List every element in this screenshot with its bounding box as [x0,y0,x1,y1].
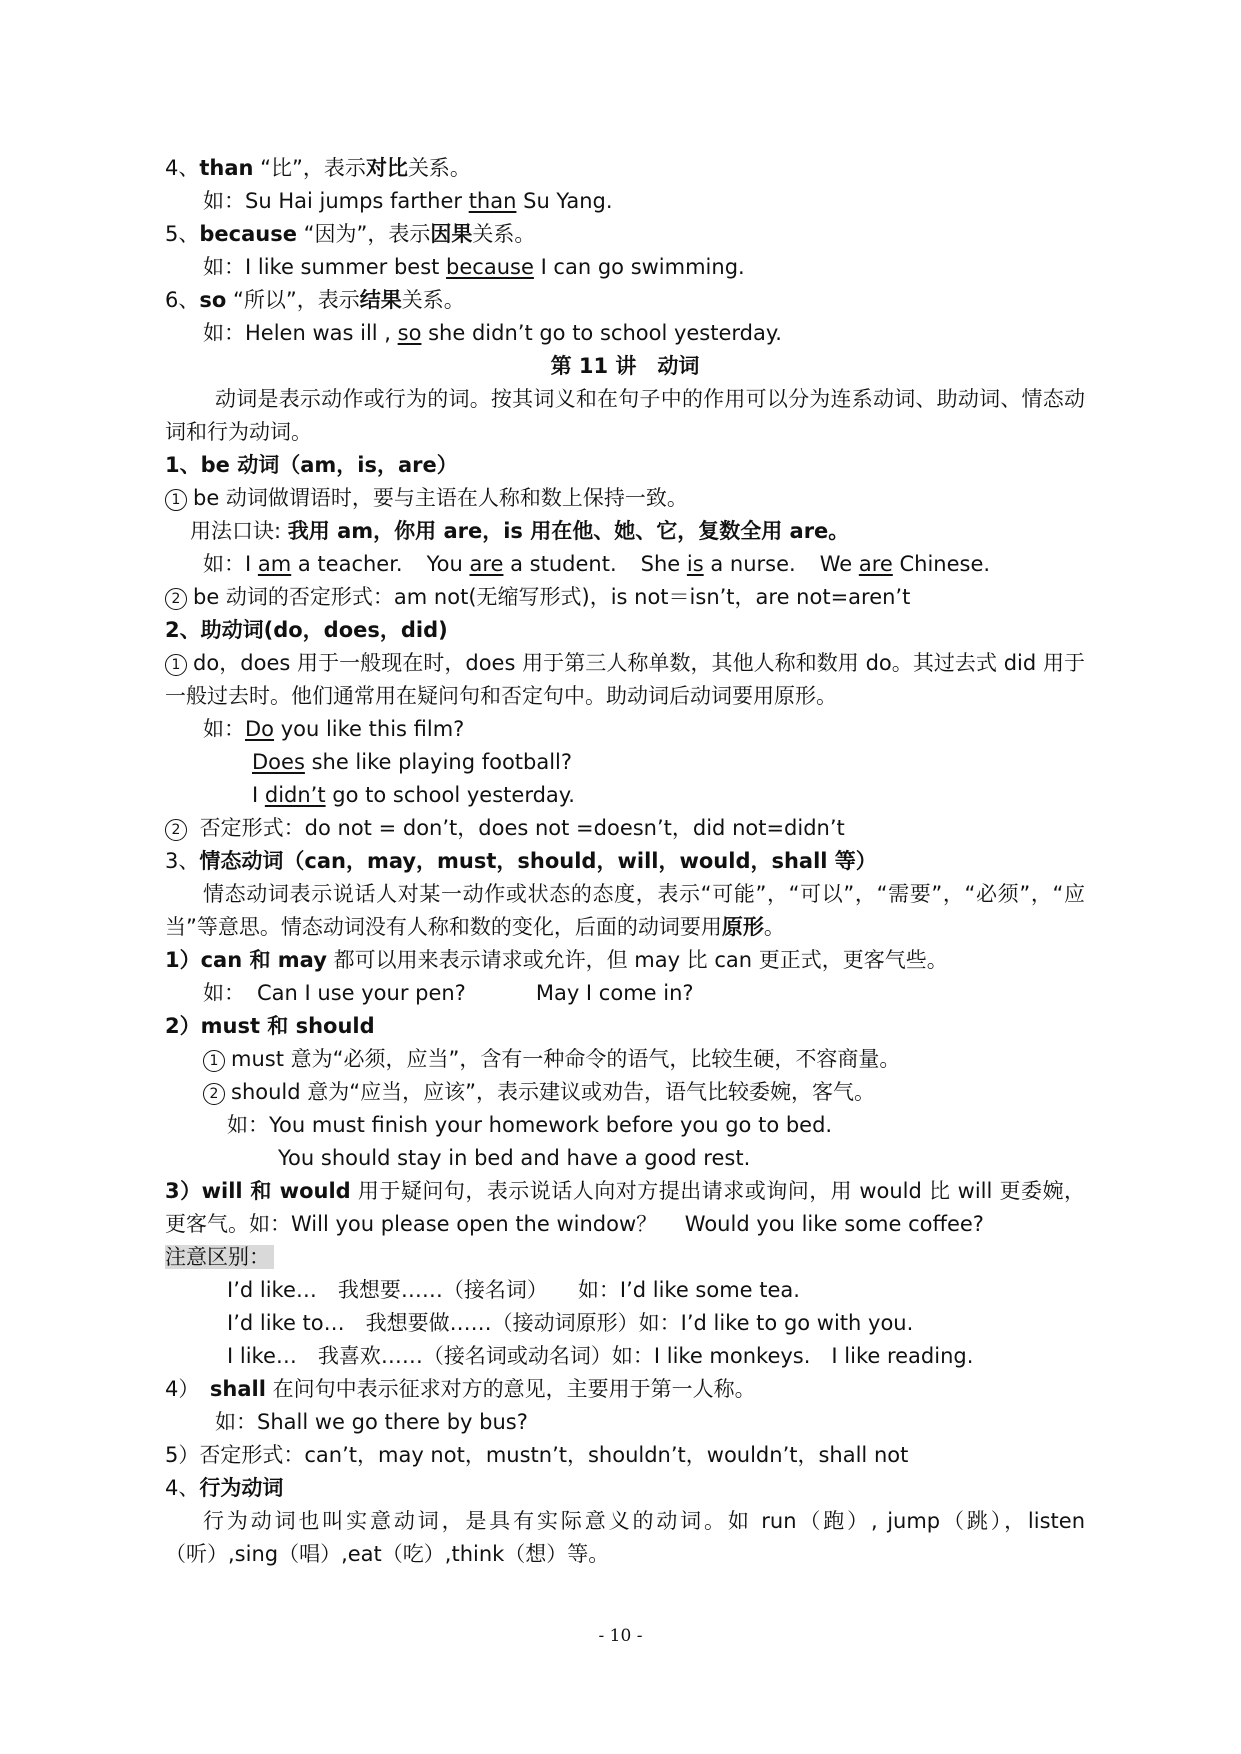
circled-number-icon: 1 [165,489,187,511]
modal-heading: 3、情态动词（can，may，must，should，will，would，shall 等） [165,849,877,873]
circled-number-icon: 1 [165,654,187,676]
be-point-2: 2 be 动词的否定形式：am not(无缩写形式)，is not＝isn’t，are not=aren’t [165,581,1085,614]
note-label: 注意区别： [165,1245,274,1269]
page-number: - 10 - [598,1626,643,1646]
modal-must-should-example-1: 如：You must finish your homework before you go to bed. [227,1113,833,1137]
aux-example-2: Does she like playing football? [252,750,573,774]
be-examples: 如：I am a teacher. You are a student. She is a nurse. We are Chinese. [203,552,991,576]
circled-number-icon: 2 [203,1083,225,1105]
circled-number-icon: 2 [165,588,187,610]
action-heading: 4、行为动词 [165,1476,284,1500]
action-text: 行为动词也叫实意动词，是具有实际意义的动词。如 run（跑）, jump（跳），listen（听）,sing（唱）,eat（吃）,think（想）等。 [165,1509,1085,1566]
item-so-example: 如：Helen was ill , so she didn’t go to school yesterday. [203,321,782,345]
modal-can-may-example: 如： Can I use your pen? May I come in? [203,981,694,1005]
modal-will-would: 3）will 和 would 用于疑问句，表示说话人向对方提出请求或询问，用 would 比 will 更委婉，更客气。如：Will you please open the window？ Would you like some coffee? [165,1179,1085,1236]
aux-example-1: 如：Do you like this film? [203,717,465,741]
modal-intro: 情态动词表示说话人对某一动作或状态的态度，表示“可能”，“可以”，“需要”，“必须”，“应当”等意思。情态动词没有人称和数的变化，后面的动词要用原形。 [165,882,1085,939]
page-content [165,152,1085,1571]
be-heading: 1、be 动词（am，is，are） [165,453,458,477]
modal-can-may: 1）can 和 may 都可以用来表示请求或允许，但 may 比 can 更正式，更客气些。 [165,948,948,972]
aux-example-3: I didn’t go to school yesterday. [252,783,575,807]
modal-must-point: 1 must 意为“必须，应当”，含有一种命令的语气，比较生硬，不容商量。 [165,1043,1085,1076]
note-line-1: I’d like… 我想要……（接名词） 如：I’d like some tea. [227,1278,800,1302]
item-because-heading: 5、because “因为”，表示因果关系。 [165,222,536,246]
lesson-title: 第 11 讲 动词 [550,354,700,378]
aux-heading: 2、助动词(do，does，did) [165,618,448,642]
item-because-example: 如：I like summer best because I can go swimming. [203,255,745,279]
item-than-heading: 4、than “比”，表示对比关系。 [165,156,471,180]
item-than-example: 如：Su Hai jumps farther than Su Yang. [203,189,613,213]
modal-shall: 4） shall 在问句中表示征求对方的意见，主要用于第一人称。 [165,1377,756,1401]
circled-number-icon: 2 [165,819,187,841]
circled-number-icon: 1 [203,1050,225,1072]
note-line-3: I like… 我喜欢……（接名词或动名词）如：I like monkeys. I like reading. [227,1344,974,1368]
aux-point-1: 1 do，does 用于一般现在时，does 用于第三人称单数，其他人称和数用 do。其过去式 did 用于一般过去时。他们通常用在疑问句和否定句中。助动词后动词要用原形。 [165,651,1085,708]
note-line-2: I’d like to… 我想要做……（接动词原形）如：I’d like to go with you. [227,1311,914,1335]
be-point-1: 1 be 动词做谓语时，要与主语在人称和数上保持一致。 [165,482,1085,515]
aux-point-2: 2 否定形式：do not = don’t，does not =doesn’t，did not=didn’t [165,812,1085,845]
modal-shall-example: 如：Shall we go there by bus? [215,1410,528,1434]
modal-must-should-example-2: You should stay in bed and have a good rest. [278,1146,751,1170]
note-label-row [165,1241,1085,1274]
modal-must-should: 2）must 和 should [165,1014,375,1038]
modal-should-point: 2 should 意为“应当，应该”，表示建议或劝告，语气比较委婉，客气。 [165,1076,1085,1109]
modal-negative: 5）否定形式：can’t，may not，mustn’t，shouldn’t，wouldn’t，shall not [165,1443,909,1467]
lesson-intro: 动词是表示动作或行为的词。按其词义和在句子中的作用可以分为连系动词、助动词、情态动词和行为动词。 [165,387,1085,444]
be-rhyme: 用法口诀: 我用 am，你用 are，is 用在他、她、它，复数全用 are。 [190,519,850,543]
item-so-heading: 6、so “所以”，表示结果关系。 [165,288,465,312]
